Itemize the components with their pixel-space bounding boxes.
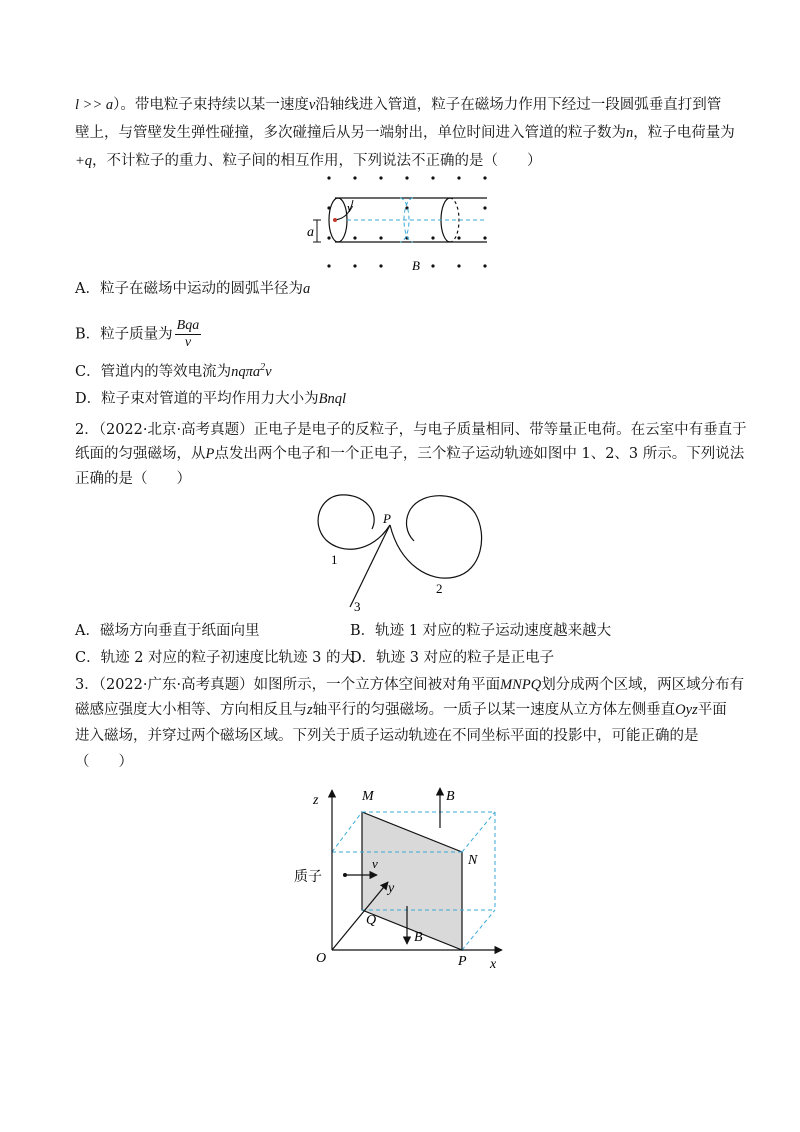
proton-dot [343,873,347,877]
particle-dot [333,218,337,222]
q2-option-a[interactable] [75,621,259,641]
q3-stem-line-1 [75,675,744,695]
dashed-axis [347,198,487,242]
label-3: 3 [354,599,361,614]
fraction-denominator: v [184,335,192,350]
q1-stem-line-1 [75,95,721,115]
q3-stem-text-6: 进入磁场，并穿过两个磁场区域。下列关于质子运动轨迹在不同坐标平面的投影中，可能正确的是 [75,728,699,744]
q2-P-symbol: P [205,446,215,462]
q3-stem-line-2 [75,700,727,720]
label-a: a [307,225,314,240]
q2-stem-line-2 [75,444,744,464]
q1-stem-text: ）。带电粒子束持续以某一速度 [113,97,309,113]
q2-option-a-text: A．磁场方向垂直于纸面向里 [75,623,260,639]
label-2: 2 [436,581,443,596]
label-P: P [458,954,467,969]
q1-stem-text-2: 沿轴线进入管道，粒子在磁场力作用下经过一段圆弧垂直打到管 [315,97,722,113]
label-N: N [468,853,478,868]
q1-option-d-math: Bnql [318,391,347,407]
field-dots [327,176,486,267]
q1-option-c[interactable] [75,358,272,382]
q1-option-a[interactable] [75,279,310,299]
q2-stem-text-3: 点发出两个电子和一个正电子，三个粒子运动轨迹如图中 1、2、3 所示。下列说法 [214,446,745,462]
label-proton: 质子 [294,870,322,885]
q2-option-c-text: C．轨迹 2 对应的粒子初速度比轨迹 3 的大 [75,650,355,666]
q1-option-d-text: D．粒子束对管道的平均作用力大小为 [75,391,319,407]
q1-stem-text-5: ，不计粒子的重力、粒子间的相互作用，下列说法不正确的是（ ） [92,153,542,169]
track-3 [350,525,390,607]
q3-stem-text-3: 磁感应强度大小相等、方向相反且与 [75,702,307,718]
q1-stem-text-3: 壁上，与管壁发生弹性碰撞，多次碰撞后从另一端射出，单位时间进入管道的粒子数为 [75,125,626,141]
q1-v-symbol: v [308,97,316,113]
label-z: z [313,793,319,808]
q3-stem-text-5: 平面 [697,702,727,718]
q3-Oyz-symbol: Oyz [675,702,698,718]
label-P: P [383,511,391,526]
q3-plane-symbol: MNPQ [500,677,542,693]
label-y: y [388,881,395,896]
q2-option-d[interactable] [350,648,554,668]
q1-q-symbol: +q [75,153,93,169]
q2-option-d-text: D．轨迹 3 对应的粒子是正电子 [350,650,555,666]
q1-option-c-text: C．管道内的等效电流为 [75,363,232,380]
label-1: 1 [331,552,338,567]
q1-option-a-math: a [302,281,311,297]
q2-stem-text: 2．（2022·北京·高考真题）正电子是电子的反粒子，与电子质量相同、带等量正电荷。在云室中有垂直于 [75,422,747,438]
q1-option-b-text: B．粒子质量为 [75,326,173,343]
q2-stem-text-2: 纸面的匀强磁场，从 [75,446,206,462]
label-v: v [372,856,378,871]
q1-option-a-text: A．粒子在磁场中运动的圆弧半径为 [75,281,303,297]
q2-option-b[interactable] [350,621,611,641]
label-B: B [412,258,420,273]
q3-stem-text: 3．（2022·广东·高考真题）如图所示，一个立方体空间被对角平面 [75,677,501,693]
q2-tracks-figure [310,485,490,615]
q3-stem-line-3 [75,726,699,746]
q2-option-c[interactable] [75,648,355,668]
q2-stem-line-1 [75,420,747,440]
label-x: x [490,957,497,972]
label-M: M [362,789,374,804]
fraction-numerator: Bqa [176,318,200,333]
q1-n-symbol: n [626,125,634,141]
q2-stem-text-4: 正确的是（ ） [75,471,191,487]
q3-cube-figure [280,778,520,978]
q3-stem-text-2: 划分成两个区域，两区域分布有 [541,677,745,693]
q1-option-d[interactable] [75,389,346,409]
q3-stem-line-4 [75,752,133,772]
label-Q: Q [366,913,377,928]
q1-option-b[interactable] [75,318,203,351]
q2-stem-line-3 [75,469,191,489]
q1-pipe-figure [305,168,505,278]
q1-stem-line-2 [75,123,735,143]
q1-stem-text-4: ，粒子电荷量为 [633,125,735,141]
q2-option-b-text: B．轨迹 1 对应的粒子运动速度越来越大 [350,623,612,639]
q3-stem-text-7: （ ） [75,754,133,770]
label-O: O [316,951,327,966]
q1-option-c-math-2: v [265,363,272,380]
plane-MNPQ [362,812,462,950]
label-B-bottom: B [414,930,423,945]
q3-stem-text-4: 轴平行的匀强磁场。一质子以某一速度从立方体左侧垂直 [312,702,676,718]
q1-option-c-math: nqπa [231,363,261,380]
q1-option-c-exponent: 2 [260,362,266,373]
q1-condition-math: l >> a [75,97,114,113]
label-v: v [347,200,353,215]
track-2 [390,496,482,578]
q3-z-symbol: z [307,702,313,718]
label-B-top: B [446,789,455,804]
track-1 [318,495,390,549]
q1-option-b-fraction [175,318,202,351]
